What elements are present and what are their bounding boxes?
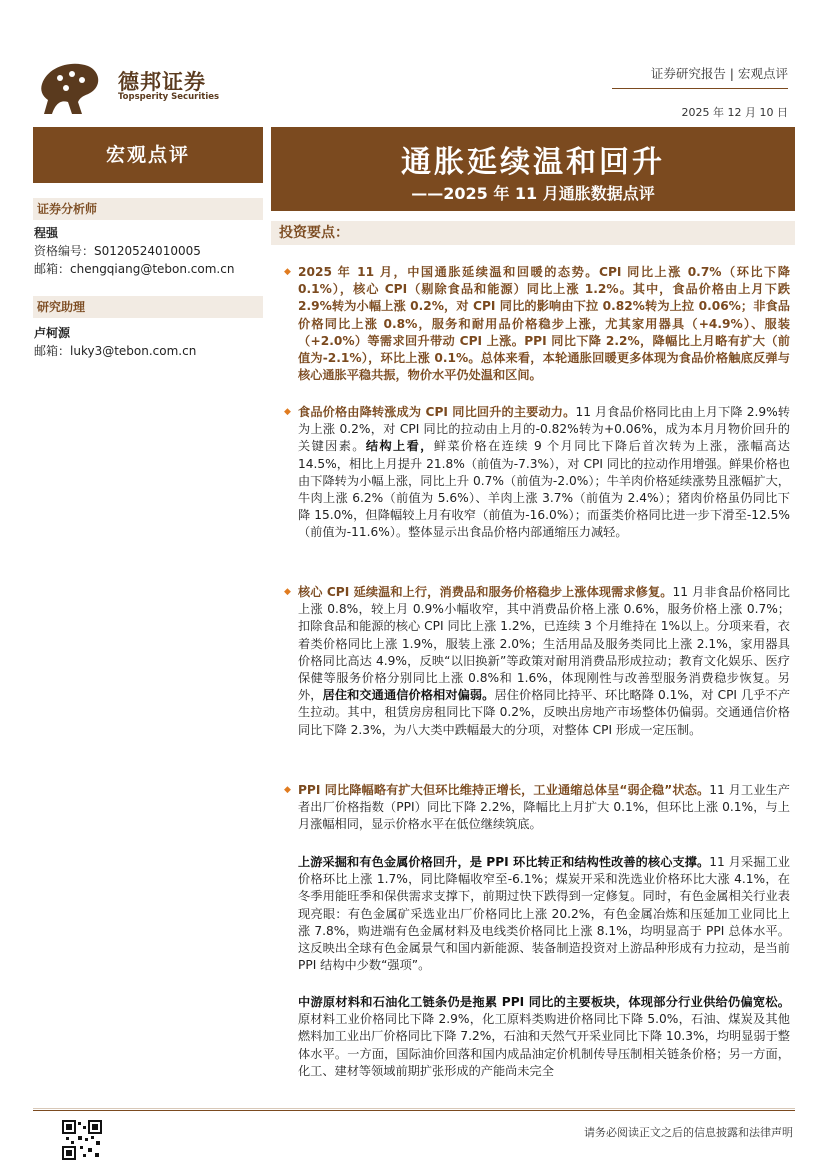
footer-divider [33,1110,795,1111]
paragraph-6 [298,994,790,1080]
p4-lead: PPI 同比降幅略有扩大但环比维持正增长，工业通缩总体呈“弱企稳”状态。 [298,783,710,797]
paragraph-2 [284,404,790,542]
p6-text: 原材料工业价格同比下降 2.9%，化工原料类购进价格同比下降 5.0%，石油、煤炭及其他燃料加工业出厂价格同比下降 7.2%，石油和天然气开采业同比下降 10.3%，均明显弱于整体水平。一方面，国际油价回落和国内成品油定价机制传导压制相关链条价格；另一方面，化工、建材等领域前期扩张形成的产能尚未完全 [298,1012,790,1078]
p3-text-a: 11 月非食品价格同比上涨 0.8%，较上月 0.9%小幅收窄，其中消费品价格上涨 0.6%，服务价格上涨 0.7%；扣除食品和能源的核心 CPI 同比上涨 1.2%，已连续 3 个月维持在 1%以上。分项来看，衣着类价格同比上涨 1.9%，服装上涨 2.0%；生活用品及服务类同比上涨 2.1%，家用器具价格同比高达 4.9%，反映“以旧换新”等政策对耐用消费品形成拉动；教育文化娱乐、医疗保健等服务价格分别同比上涨 0.8%和 1.6%，体现刚性与改善型服务消费稳步恢复。另外， [298,585,790,703]
report-type: 证券研究报告 | 宏观点评 [650,66,788,81]
brand-name: 德邦证券 [118,70,206,94]
company-logo [38,56,104,116]
paragraph-1 [284,264,790,384]
qr-code-icon [62,1120,102,1160]
p1-text: 2025 年 11 月，中国通胀延续温和回暖的态势。CPI 同比上涨 0.7%（环比下降 0.1%），核心 CPI（剔除食品和能源）同比上涨 1.2%。其中，食品价格由上月下跌 2.9%转为小幅上涨 0.2%，对 CPI 同比的影响由下拉 0.82%转为上拉 0.06%；非食品价格同比上涨 0.8%，服务和耐用品价格稳步上涨，尤其家用器具（+4.9%）、服装（+2.0%）等需求回升带动 CPI 上涨。PPI 同比下降 2.2%，降幅比上月略有扩大（前值为-2.1%），环比上涨 0.1%。总体来看，本轮通胀回暖更多体现为食品价格触底反弹与核心通胀平稳共振，物价水平仍处温和区间。 [298,265,790,383]
header-divider [612,88,788,89]
paragraph-5 [298,854,790,974]
analyst-heading: 证券分析师 [33,198,263,220]
p2-lead2: 结构上看， [365,439,434,454]
p3-text-b: 居住价格同比持平、环比略降 0.1%，对 CPI 几乎不产生拉动。其中，租赁房房租同比下降 0.2%，反映出房地产市场整体仍偏弱。交通通信价格同比下降 2.3%，为八大类中跌幅最大的分项，对整体 CPI 形成一定压制。 [298,688,791,737]
investment-highlights-heading: 投资要点： [271,221,795,245]
category-banner: 宏观点评 [33,127,263,183]
footer-divider-light [33,1108,795,1109]
legal-disclaimer: 请务必阅读正文之后的信息披露和法律声明 [584,1126,793,1139]
p2-lead: 食品价格由降转涨成为 CPI 同比回升的主要动力。 [298,405,576,419]
p5-lead: 上游采掘和有色金属价格回升，是 PPI 环比转正和结构性改善的核心支撑。 [298,855,710,869]
p2-text-b: 鲜菜价格在连续 9 个月同比下降后首次转为上涨，涨幅高达 14.5%，相比上月提升 21.8%（前值为-7.3%），对 CPI 同比的拉动作用增强。鲜果价格也由下降转为小幅上涨，同比上升 0.7%（前值为-2.0%）；牛羊肉价格延续涨势且涨幅扩大，牛肉上涨 6.2%（前值为 5.6%）、羊肉上涨 3.7%（前值为 2.4%）；猪肉价格虽仍同比下降 15.0%，但降幅较上月有收窄（前值为-16.0%）；而蛋类价格同比进一步下滑至-12.5%（前值为-11.6%）。整体显示出食品价格内部通缩压力减轻。 [298,439,790,540]
assistant-name: 卢柯源 [34,326,71,340]
page-title: 通胀延续温和回升 [401,145,665,180]
analyst-name: 程强 [34,226,59,240]
p6-lead: 中游原材料和石油化工链条仍是拖累 PPI 同比的主要板块，体现部分行业供给仍偏宽松。 [298,995,790,1009]
bullet-icon: ◆ [284,407,291,417]
assistant-heading: 研究助理 [33,296,263,318]
brand-name-en: Topsperity Securities [118,92,220,102]
p3-lead2: 居住和交通通信价格相对偏弱。 [322,688,495,703]
report-date: 2025 年 12 月 10 日 [681,106,788,119]
bullet-icon: ◆ [284,267,291,277]
p3-lead: 核心 CPI 延续温和上行，消费品和服务价格稳步上涨体现需求修复。 [298,585,673,599]
analyst-cert: 资格编号：S0120524010005 [34,244,201,258]
bullet-icon: ◆ [284,587,291,597]
p4-text: 11 月工业生产者出厂价格指数（PPI）同比下降 2.2%，降幅比上月扩大 0.1%，但环比上涨 0.1%，与上月涨幅相同，显示价格水平在低位继续筑底。 [298,783,790,832]
p2-text-a: 11 月食品价格同比由上月下降 2.9%转为上涨 0.2%，对 CPI 同比的拉动由上月的-0.82%转为+0.06%，成为本月月物价回升的关键因素。 [298,405,790,454]
title-banner [271,127,795,211]
assistant-email[interactable]: 邮箱：luky3@tebon.com.cn [34,344,197,358]
page-subtitle: ——2025 年 11 月通胀数据点评 [411,184,655,203]
paragraph-4 [284,782,790,834]
analyst-email[interactable]: 邮箱：chengqiang@tebon.com.cn [34,262,235,276]
paragraph-3 [284,584,791,739]
bullet-icon: ◆ [284,785,291,795]
p5-text: 11 月采掘工业价格环比上涨 1.7%，同比降幅收窄至-6.1%；煤炭开采和洗选业价格环比大涨 4.1%，在冬季用能旺季和保供需求支撑下，前期过快下跌得到一定修复。同时，有色金属相关行业表现亮眼：有色金属矿采选业出厂价格同比上涨 20.2%，有色金属冶炼和压延加工业同比上涨 7.8%，购进端有色金属材料及电线类价格同比上涨 8.1%，均明显高于 PPI 总体水平。这反映出全球有色金属景气和国内新能源、装备制造投资对上游品种形成有力拉动，是当前 PPI 结构中少数“强项”。 [298,855,790,973]
